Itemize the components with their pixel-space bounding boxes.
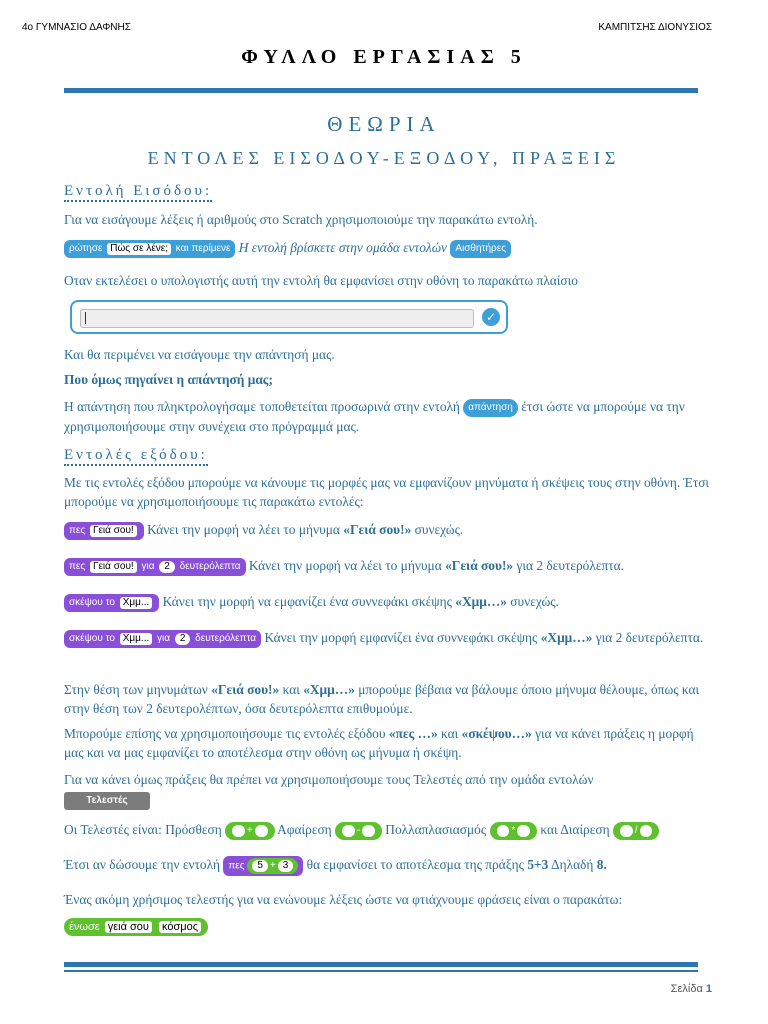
think-for-desc: Κάνει την μορφή εμφανίζει ένα συννεφάκι σκέψης — [264, 630, 538, 645]
example-mid: θα εμφανίσει το αποτέλεσμα της πράξης — [306, 857, 524, 872]
input-question: Που όμως πηγαίνει η απάντησή μας; — [64, 372, 273, 387]
p3-post: για να κάνει πράξεις η μορφή μας και να μας εμφανίζει το αποτέλεσμα στην οθόνη ως μήνυμα ή σκέψη. — [64, 726, 694, 760]
think-for-desc-end: για 2 δευτερόλεπτα. — [595, 630, 704, 645]
subtitle-heading: ΕΝΤΟΛΕΣ ΕΙΣΟΔΟΥ-ΕΞΟΔΟΥ, ΠΡΑΞΕΙΣ — [147, 148, 621, 168]
p2-bold-2: «Χμμ…» — [303, 682, 355, 697]
div-symbol: / — [634, 824, 638, 836]
example-b: 3 — [278, 860, 294, 872]
think-block — [64, 594, 159, 612]
input-section-heading: Εντολή Εισόδου: — [64, 182, 212, 202]
operators-line — [64, 790, 714, 810]
example-a: 5 — [252, 860, 268, 872]
think-for-line — [64, 628, 714, 648]
input-paragraph-4: Και θα περιμένει να εισάγουμε την απάντησή μας. — [64, 347, 335, 362]
say-for-slot: Γειά σου! — [90, 561, 137, 573]
mul-operator-block — [490, 822, 537, 840]
page-number-value: 1 — [705, 983, 712, 995]
p2-post: μπορούμε βέβαια να βάλουμε όποιο μήνυμα θέλουμε, όπως και στην θέση των 2 δευτερολέπτων, όσα δευτερόλεπτα επιθυμούμε. — [64, 682, 700, 716]
p2-mid: και — [282, 682, 300, 697]
say-block — [64, 522, 144, 540]
think-desc: Κάνει την μορφή να εμφανίζει ένα συννεφάκι σκέψης — [162, 594, 452, 609]
output-paragraph-1: Με τις εντολές εξόδου μπορούμε να κάνουμε τις μορφές μας να εμφανίζουν μηνύματα ή σκέψεις τους στην οθόνη. Έτσι μπορούμε να χρησιμοποιήσουμε τις παρακάτω εντολές: — [64, 475, 710, 509]
say-desc-end: συνεχώς. — [414, 522, 464, 537]
think-desc-bold: «Χμμ…» — [455, 594, 507, 609]
output-section-heading: Εντολές εξόδου: — [64, 446, 208, 466]
say-for-mid: για — [141, 560, 155, 572]
example-say-label: πες — [228, 860, 245, 872]
think-for-slot: Χμμ... — [120, 633, 153, 645]
add-symbol: + — [246, 824, 253, 836]
example-add-block — [247, 858, 298, 874]
say-desc: Κάνει την μορφή να λέει το μήνυμα — [147, 522, 340, 537]
ask-block-suffix: και περίμενε — [175, 242, 231, 254]
say-for-desc: Κάνει την μορφή να λέει το μήνυμα — [248, 558, 442, 573]
think-for-num: 2 — [175, 633, 191, 645]
join-line — [64, 916, 714, 936]
ask-block-label: ρώτησε — [69, 242, 103, 254]
example-op: + — [269, 859, 276, 871]
header-rule — [64, 88, 698, 93]
page-number — [671, 983, 712, 995]
operators-list — [64, 820, 714, 840]
p3-bold-2: «σκέψου…» — [461, 726, 532, 741]
mul-symbol: * — [511, 824, 516, 836]
author-name: ΚΑΜΠΙΤΣΗΣ ΔΙΟΝΥΣΙΟΣ — [598, 22, 712, 33]
mul-label: Πολλαπλασιασμός — [385, 822, 487, 837]
output-paragraph-3 — [64, 724, 714, 762]
footer-rule — [64, 962, 698, 967]
say-for-desc-bold: «Γειά σου!» — [445, 558, 514, 573]
join-block — [64, 918, 208, 936]
think-for-mid: για — [157, 632, 171, 644]
p2-pre: Στην θέση των μηνυμάτων — [64, 682, 208, 697]
sub-symbol: - — [356, 824, 361, 836]
say-for-line — [64, 556, 714, 576]
operators-category-button: Τελεστές — [64, 792, 150, 810]
p6-suffix: έτσι ώστε να μπορούμε να την χρησιμοποιήσουμε στην συνέχεια στο πρόγραμμά μας. — [64, 399, 685, 434]
think-for-unit: δευτερόλεπτα — [195, 632, 257, 644]
input-paragraph-3: Οταν εκτελέσει ο υπολογιστής αυτή την εντολή θα εμφανίσει στην οθόνη το παρακάτω πλαίσιο — [64, 273, 578, 288]
think-desc-end: συνεχώς. — [510, 594, 559, 609]
join-paragraph: Ένας ακόμη χρήσιμος τελεστής για να ενώνουμε λέξεις ώστε να φτιάχνουμε φράσεις είναι ο παρακάτω: — [64, 892, 623, 907]
example-mid2: Δηλαδή — [550, 857, 594, 872]
example-expression: 5+3 — [527, 857, 549, 872]
answer-block: απάντηση — [463, 399, 518, 417]
p3-mid: και — [441, 726, 459, 741]
ask-block-slot: Πώς σε λένε; — [107, 243, 171, 255]
div-operator-block — [613, 822, 659, 840]
think-for-block — [64, 630, 261, 648]
think-for-desc-bold: «Χμμ…» — [540, 630, 593, 645]
sensing-category-button: Αισθητήρες — [450, 240, 511, 258]
school-name: 4ο ΓΥΜΝΑΣΙΟ ΔΑΦΝΗΣ — [22, 22, 131, 33]
ask-block — [64, 240, 235, 258]
page-label: Σελίδα — [670, 983, 703, 995]
example-result: 8. — [596, 857, 607, 872]
ask-input-box — [70, 300, 508, 334]
p3-pre: Μπορούμε επίσης να χρησιμοποιήσουμε τις εντολές εξόδου — [64, 726, 386, 741]
say-desc-bold: «Γειά σου!» — [343, 522, 412, 537]
div-label: και Διαίρεση — [540, 822, 610, 837]
p2-bold-1: «Γειά σου!» — [211, 682, 280, 697]
say-for-num: 2 — [159, 561, 175, 573]
say-slot: Γειά σου! — [90, 525, 137, 537]
think-slot: Χμμ... — [120, 597, 153, 609]
text-caret — [85, 312, 86, 324]
think-label: σκέψου το — [69, 596, 115, 608]
ask-category-text: Η εντολή βρίσκετε στην ομάδα εντολών — [238, 240, 447, 255]
footer-rule-thin — [64, 970, 698, 972]
input-paragraph-1: Για να εισάγουμε λέξεις ή αριθμούς στο Scratch χρησιμοποιούμε την παρακάτω εντολή. — [64, 212, 538, 227]
join-slot-b: κόσμος — [159, 921, 201, 933]
example-pre: Έτσι αν δώσουμε την εντολή — [64, 857, 220, 872]
sub-operator-block — [335, 822, 382, 840]
say-for-desc-end: για 2 δευτερόλεπτα. — [516, 558, 624, 573]
output-paragraph-2 — [64, 680, 714, 718]
checkmark-icon: ✓ — [482, 308, 500, 326]
input-paragraph-6 — [64, 397, 714, 436]
ask-text-field — [80, 309, 474, 328]
think-line — [64, 592, 714, 612]
example-line — [64, 855, 714, 876]
join-slot-a: γειά σου — [105, 921, 152, 933]
say-line — [64, 520, 714, 540]
example-say-block — [223, 856, 303, 876]
p3-bold-1: «πες …» — [388, 726, 438, 741]
say-for-label: πες — [69, 560, 86, 572]
join-label: ένωσε — [69, 920, 100, 933]
output-paragraph-4: Για να κάνει όμως πράξεις θα πρέπει να χρησιμοποιήσουμε τους Τελεστές από την ομάδα εντολών — [64, 772, 594, 787]
say-for-block — [64, 558, 246, 576]
sub-label: Αφαίρεση — [277, 822, 332, 837]
ask-line — [64, 238, 714, 258]
p6-prefix: Η απάντηση που πληκτρολογήσαμε τοποθετείται προσωρινά στην εντολή — [64, 399, 460, 414]
ops-intro: Οι Τελεστές είναι: Πρόσθεση — [64, 822, 222, 837]
add-operator-block — [225, 822, 274, 840]
say-for-unit: δευτερόλεπτα — [179, 560, 241, 572]
page-title: ΦΥΛΛΟ ΕΡΓΑΣΙΑΣ 5 — [241, 46, 527, 68]
think-for-label: σκέψου το — [69, 632, 115, 644]
theory-heading: ΘΕΩΡΙΑ — [327, 112, 441, 136]
say-label: πες — [69, 524, 86, 536]
